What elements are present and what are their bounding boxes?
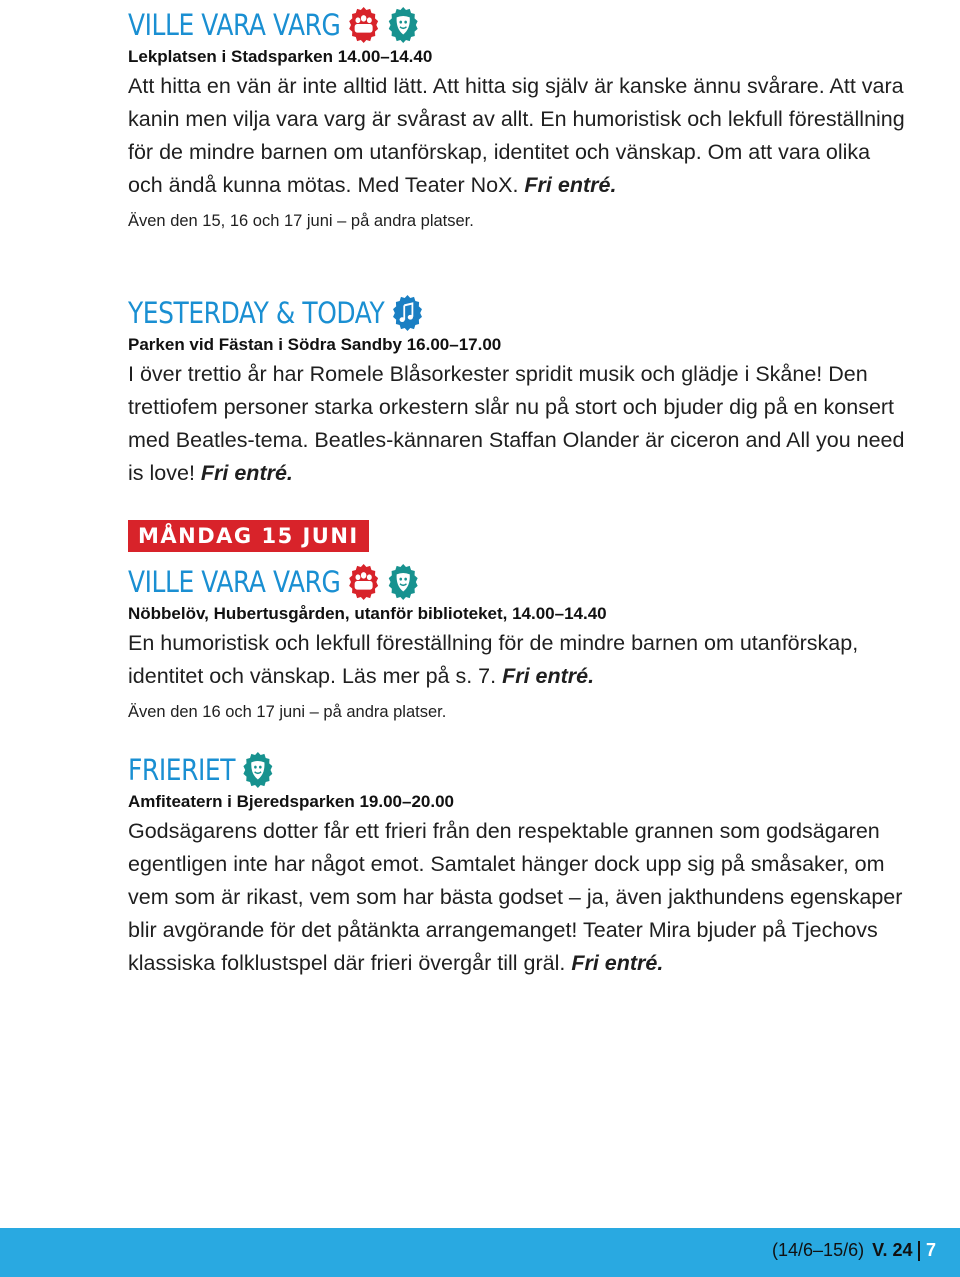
event-title-text: YESTERDAY & TODAY (128, 296, 385, 330)
day-banner: MÅNDAG 15 JUNI (128, 520, 369, 552)
event-title (128, 563, 799, 601)
footer-label (772, 1240, 936, 1261)
free-entry: Fri entré. (524, 173, 617, 197)
event-description (128, 815, 908, 980)
event-description (128, 70, 908, 202)
event-note: Även den 16 och 17 juni – på andra platser. (128, 703, 447, 721)
footer-dates: (14/6–15/6) (772, 1240, 865, 1260)
free-entry: Fri entré. (200, 461, 293, 485)
family-icon (347, 563, 380, 601)
description-text: I över trettio år har Romele Blåsorkester spridit musik och glädje i Skåne! Den trettiofem personer starka orkestern slår nu på stort och bjuder dig på en konsert med Beatles-tema. Beatles-kännaren Staffan Olander är ciceron and All you need is love! (128, 362, 905, 485)
theatre-mask-icon (387, 563, 420, 601)
event-title-text: VILLE VARA VARG (128, 565, 341, 599)
family-icon (347, 6, 380, 44)
theatre-mask-icon (242, 751, 275, 789)
event-ville-vara-varg-1 (128, 6, 908, 232)
theatre-mask-icon (387, 6, 420, 44)
event-yesterday-today (128, 294, 908, 490)
event-venue: Lekplatsen i Stadsparken 14.00–14.40 (128, 47, 433, 66)
footer-week: V. 24 (872, 1240, 913, 1260)
event-venue: Parken vid Fästan i Södra Sandby 16.00–17.00 (128, 335, 502, 354)
page-footer (0, 1228, 960, 1277)
free-entry: Fri entré. (571, 951, 664, 975)
event-title (128, 6, 799, 44)
event-description (128, 627, 908, 693)
description-text: En humoristisk och lekfull föreställning för de mindre barnen om utanförskap, identitet och vänskap. Läs mer på s. 7. (128, 631, 859, 688)
event-frieriet (128, 751, 908, 980)
event-title-text: VILLE VARA VARG (128, 8, 341, 42)
description-text: Att hitta en vän är inte alltid lätt. Att hitta sig själv är kanske ännu svårare. Att vara kanin men vilja vara varg är svårast av allt. En humoristisk och lekfull föreställning för de mindre barnen om utanförskap, identitet och vänskap. Om att vara olika och ändå kunna mötas. Med Teater NoX. (128, 74, 905, 197)
event-title-text: FRIERIET (128, 753, 236, 787)
event-title (128, 751, 799, 789)
footer-divider (918, 1241, 920, 1261)
music-note-icon (391, 294, 424, 332)
event-title (128, 294, 799, 332)
description-text: Godsägarens dotter får ett frieri från den respektable grannen som godsägaren egentligen inte har något emot. Samtalet hänger dock upp sig på småsaker, om vem som är rikast, vem som har bästa godset – ja, även jakthundens egenskaper blir avgörande för det påtänkta arrangemanget! Teater Mira bjuder på Tjechovs klassiska folklustspel där frieri övergår till gräl. (128, 819, 903, 975)
event-description (128, 358, 908, 490)
event-note: Även den 15, 16 och 17 juni – på andra platser. (128, 212, 474, 230)
event-venue: Amfiteatern i Bjeredsparken 19.00–20.00 (128, 792, 455, 811)
free-entry: Fri entré. (502, 664, 595, 688)
event-venue: Nöbbelöv, Hubertusgården, utanför biblioteket, 14.00–14.40 (128, 604, 607, 623)
page-number: 7 (925, 1240, 936, 1260)
event-ville-vara-varg-2 (128, 563, 908, 723)
